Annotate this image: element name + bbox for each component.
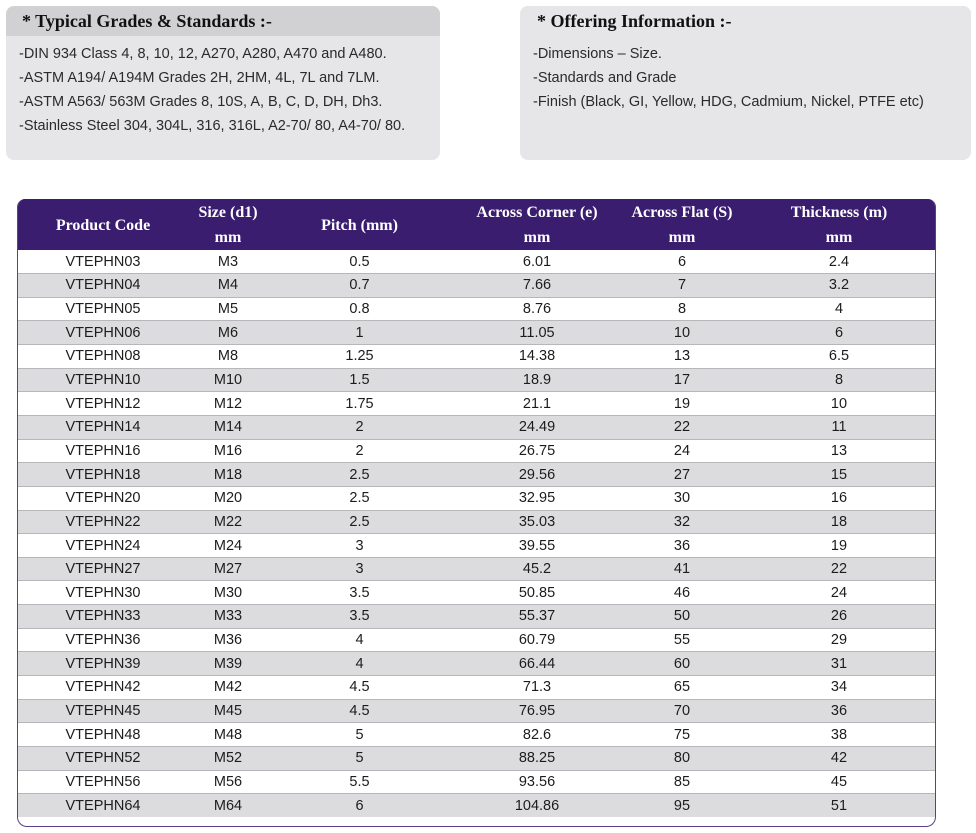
header-across-corner: Across Corner (e) mm [476, 204, 598, 246]
pitch-cell: 2.5 [268, 486, 451, 510]
pitch-cell: 4 [268, 652, 451, 676]
product-code-cell: VTEPHN56 [18, 770, 188, 794]
thickness-cell: 29 [741, 628, 936, 652]
across-corner-cell: 29.56 [451, 463, 623, 487]
thickness-cell: 26 [741, 605, 936, 629]
size-cell: M56 [188, 770, 268, 794]
size-cell: M52 [188, 746, 268, 770]
header-across-flat: Across Flat (S) mm [631, 204, 733, 246]
thickness-cell: 38 [741, 723, 936, 747]
thickness-cell: 42 [741, 746, 936, 770]
across-corner-cell: 55.37 [451, 605, 623, 629]
across-corner-cell: 6.01 [451, 250, 623, 274]
thickness-cell: 10 [741, 392, 936, 416]
product-code-cell: VTEPHN04 [18, 274, 188, 298]
across-flat-cell: 6 [623, 250, 741, 274]
thickness-cell: 51 [741, 794, 936, 818]
size-cell: M6 [188, 321, 268, 345]
product-code-cell: VTEPHN27 [18, 557, 188, 581]
across-flat-cell: 55 [623, 628, 741, 652]
table-row [18, 345, 936, 369]
product-code-cell: VTEPHN20 [18, 486, 188, 510]
pitch-cell: 6 [268, 794, 451, 818]
table-header-row [18, 199, 936, 250]
size-cell: M30 [188, 581, 268, 605]
table-row [18, 581, 936, 605]
offering-item: -Finish (Black, GI, Yellow, HDG, Cadmium, Nickel, PTFE etc) [533, 94, 924, 110]
pitch-cell: 4 [268, 628, 451, 652]
table-row [18, 510, 936, 534]
pitch-cell: 5 [268, 723, 451, 747]
thickness-cell: 3.2 [741, 274, 936, 298]
pitch-cell: 4.5 [268, 699, 451, 723]
pitch-cell: 1.25 [268, 345, 451, 369]
thickness-cell: 36 [741, 699, 936, 723]
table-row [18, 297, 936, 321]
table-row [18, 746, 936, 770]
table-row [18, 274, 936, 298]
pitch-cell: 2.5 [268, 463, 451, 487]
across-flat-cell: 50 [623, 605, 741, 629]
across-flat-cell: 95 [623, 794, 741, 818]
across-flat-cell: 80 [623, 746, 741, 770]
pitch-cell: 2 [268, 439, 451, 463]
product-code-cell: VTEPHN24 [18, 534, 188, 558]
size-cell: M27 [188, 557, 268, 581]
grades-standards-title: * Typical Grades & Standards :- [6, 6, 440, 36]
product-code-cell: VTEPHN16 [18, 439, 188, 463]
table-row [18, 605, 936, 629]
product-code-cell: VTEPHN42 [18, 676, 188, 700]
product-code-cell: VTEPHN12 [18, 392, 188, 416]
across-flat-cell: 41 [623, 557, 741, 581]
across-corner-cell: 66.44 [451, 652, 623, 676]
offering-item: -Dimensions – Size. [533, 46, 662, 62]
across-corner-cell: 88.25 [451, 746, 623, 770]
size-cell: M18 [188, 463, 268, 487]
thickness-cell: 18 [741, 510, 936, 534]
product-code-cell: VTEPHN39 [18, 652, 188, 676]
pitch-cell: 3.5 [268, 581, 451, 605]
pitch-cell: 0.5 [268, 250, 451, 274]
header-product-code: Product Code [55, 216, 151, 234]
across-corner-cell: 82.6 [451, 723, 623, 747]
size-cell: M39 [188, 652, 268, 676]
thickness-cell: 19 [741, 534, 936, 558]
across-corner-cell: 60.79 [451, 628, 623, 652]
thickness-cell: 2.4 [741, 250, 936, 274]
pitch-cell: 1.5 [268, 368, 451, 392]
table-row [18, 628, 936, 652]
grades-item: -DIN 934 Class 4, 8, 10, 12, A270, A280, A470 and A480. [19, 46, 387, 62]
size-cell: M12 [188, 392, 268, 416]
pitch-cell: 0.8 [268, 297, 451, 321]
pitch-cell: 1.75 [268, 392, 451, 416]
product-code-cell: VTEPHN48 [18, 723, 188, 747]
across-flat-cell: 46 [623, 581, 741, 605]
size-cell: M45 [188, 699, 268, 723]
across-corner-cell: 45.2 [451, 557, 623, 581]
size-cell: M20 [188, 486, 268, 510]
size-cell: M64 [188, 794, 268, 818]
across-flat-cell: 22 [623, 415, 741, 439]
table-row [18, 557, 936, 581]
product-code-cell: VTEPHN45 [18, 699, 188, 723]
table-row [18, 250, 936, 274]
across-flat-cell: 65 [623, 676, 741, 700]
size-cell: M16 [188, 439, 268, 463]
table-row [18, 723, 936, 747]
across-corner-cell: 39.55 [451, 534, 623, 558]
offering-item: -Standards and Grade [533, 70, 677, 86]
across-corner-cell: 35.03 [451, 510, 623, 534]
header-pitch: Pitch (mm) [321, 216, 398, 234]
pitch-cell: 3 [268, 557, 451, 581]
pitch-cell: 4.5 [268, 676, 451, 700]
table-row [18, 415, 936, 439]
across-corner-cell: 26.75 [451, 439, 623, 463]
across-corner-cell: 104.86 [451, 794, 623, 818]
table-row [18, 794, 936, 818]
product-code-cell: VTEPHN30 [18, 581, 188, 605]
across-corner-cell: 71.3 [451, 676, 623, 700]
thickness-cell: 45 [741, 770, 936, 794]
product-code-cell: VTEPHN18 [18, 463, 188, 487]
across-corner-cell: 21.1 [451, 392, 623, 416]
table-row [18, 770, 936, 794]
size-cell: M42 [188, 676, 268, 700]
product-code-cell: VTEPHN10 [18, 368, 188, 392]
product-code-cell: VTEPHN05 [18, 297, 188, 321]
size-cell: M36 [188, 628, 268, 652]
offering-information-title: * Offering Information :- [520, 6, 971, 36]
table-row [18, 463, 936, 487]
pitch-cell: 3 [268, 534, 451, 558]
size-cell: M8 [188, 345, 268, 369]
grades-item: -ASTM A563/ 563M Grades 8, 10S, A, B, C, D, DH, Dh3. [19, 94, 383, 110]
across-corner-cell: 18.9 [451, 368, 623, 392]
across-flat-cell: 32 [623, 510, 741, 534]
across-corner-cell: 14.38 [451, 345, 623, 369]
across-corner-cell: 8.76 [451, 297, 623, 321]
across-flat-cell: 70 [623, 699, 741, 723]
table-row [18, 392, 936, 416]
product-code-cell: VTEPHN52 [18, 746, 188, 770]
across-flat-cell: 17 [623, 368, 741, 392]
size-cell: M14 [188, 415, 268, 439]
table-row [18, 439, 936, 463]
size-cell: M22 [188, 510, 268, 534]
table-body [18, 250, 936, 817]
size-cell: M24 [188, 534, 268, 558]
pitch-cell: 5.5 [268, 770, 451, 794]
across-flat-cell: 85 [623, 770, 741, 794]
table-row [18, 676, 936, 700]
thickness-cell: 11 [741, 415, 936, 439]
thickness-cell: 24 [741, 581, 936, 605]
table-row [18, 699, 936, 723]
product-code-cell: VTEPHN06 [18, 321, 188, 345]
grades-item: -Stainless Steel 304, 304L, 316, 316L, A2-70/ 80, A4-70/ 80. [19, 118, 406, 134]
hex-nut-dimensions-table [17, 199, 936, 827]
thickness-cell: 22 [741, 557, 936, 581]
thickness-cell: 8 [741, 368, 936, 392]
across-flat-cell: 36 [623, 534, 741, 558]
pitch-cell: 1 [268, 321, 451, 345]
header-size: Size (d1) mm [198, 204, 258, 246]
pitch-cell: 3.5 [268, 605, 451, 629]
table-row [18, 486, 936, 510]
across-corner-cell: 50.85 [451, 581, 623, 605]
pitch-cell: 5 [268, 746, 451, 770]
size-cell: M4 [188, 274, 268, 298]
product-code-cell: VTEPHN14 [18, 415, 188, 439]
across-flat-cell: 75 [623, 723, 741, 747]
thickness-cell: 15 [741, 463, 936, 487]
offering-information-list [520, 36, 971, 114]
table-row [18, 321, 936, 345]
size-cell: M5 [188, 297, 268, 321]
table-row [18, 534, 936, 558]
table-row [18, 368, 936, 392]
product-code-cell: VTEPHN33 [18, 605, 188, 629]
grades-item: -ASTM A194/ A194M Grades 2H, 2HM, 4L, 7L and 7LM. [19, 70, 380, 86]
across-flat-cell: 19 [623, 392, 741, 416]
product-code-cell: VTEPHN22 [18, 510, 188, 534]
across-corner-cell: 93.56 [451, 770, 623, 794]
across-flat-cell: 60 [623, 652, 741, 676]
pitch-cell: 2 [268, 415, 451, 439]
pitch-cell: 2.5 [268, 510, 451, 534]
thickness-cell: 4 [741, 297, 936, 321]
size-cell: M10 [188, 368, 268, 392]
product-code-cell: VTEPHN64 [18, 794, 188, 818]
size-cell: M33 [188, 605, 268, 629]
grades-standards-box [6, 6, 440, 160]
header-thickness: Thickness (m) mm [790, 204, 888, 246]
across-flat-cell: 8 [623, 297, 741, 321]
across-flat-cell: 27 [623, 463, 741, 487]
thickness-cell: 31 [741, 652, 936, 676]
across-corner-cell: 11.05 [451, 321, 623, 345]
across-corner-cell: 32.95 [451, 486, 623, 510]
offering-information-box [520, 6, 971, 160]
across-corner-cell: 76.95 [451, 699, 623, 723]
product-code-cell: VTEPHN03 [18, 250, 188, 274]
across-flat-cell: 24 [623, 439, 741, 463]
across-corner-cell: 7.66 [451, 274, 623, 298]
pitch-cell: 0.7 [268, 274, 451, 298]
grades-standards-list [6, 36, 440, 138]
thickness-cell: 6.5 [741, 345, 936, 369]
size-cell: M3 [188, 250, 268, 274]
across-corner-cell: 24.49 [451, 415, 623, 439]
thickness-cell: 6 [741, 321, 936, 345]
thickness-cell: 34 [741, 676, 936, 700]
across-flat-cell: 13 [623, 345, 741, 369]
across-flat-cell: 7 [623, 274, 741, 298]
across-flat-cell: 30 [623, 486, 741, 510]
thickness-cell: 13 [741, 439, 936, 463]
product-code-cell: VTEPHN08 [18, 345, 188, 369]
size-cell: M48 [188, 723, 268, 747]
table-row [18, 652, 936, 676]
across-flat-cell: 10 [623, 321, 741, 345]
product-code-cell: VTEPHN36 [18, 628, 188, 652]
thickness-cell: 16 [741, 486, 936, 510]
